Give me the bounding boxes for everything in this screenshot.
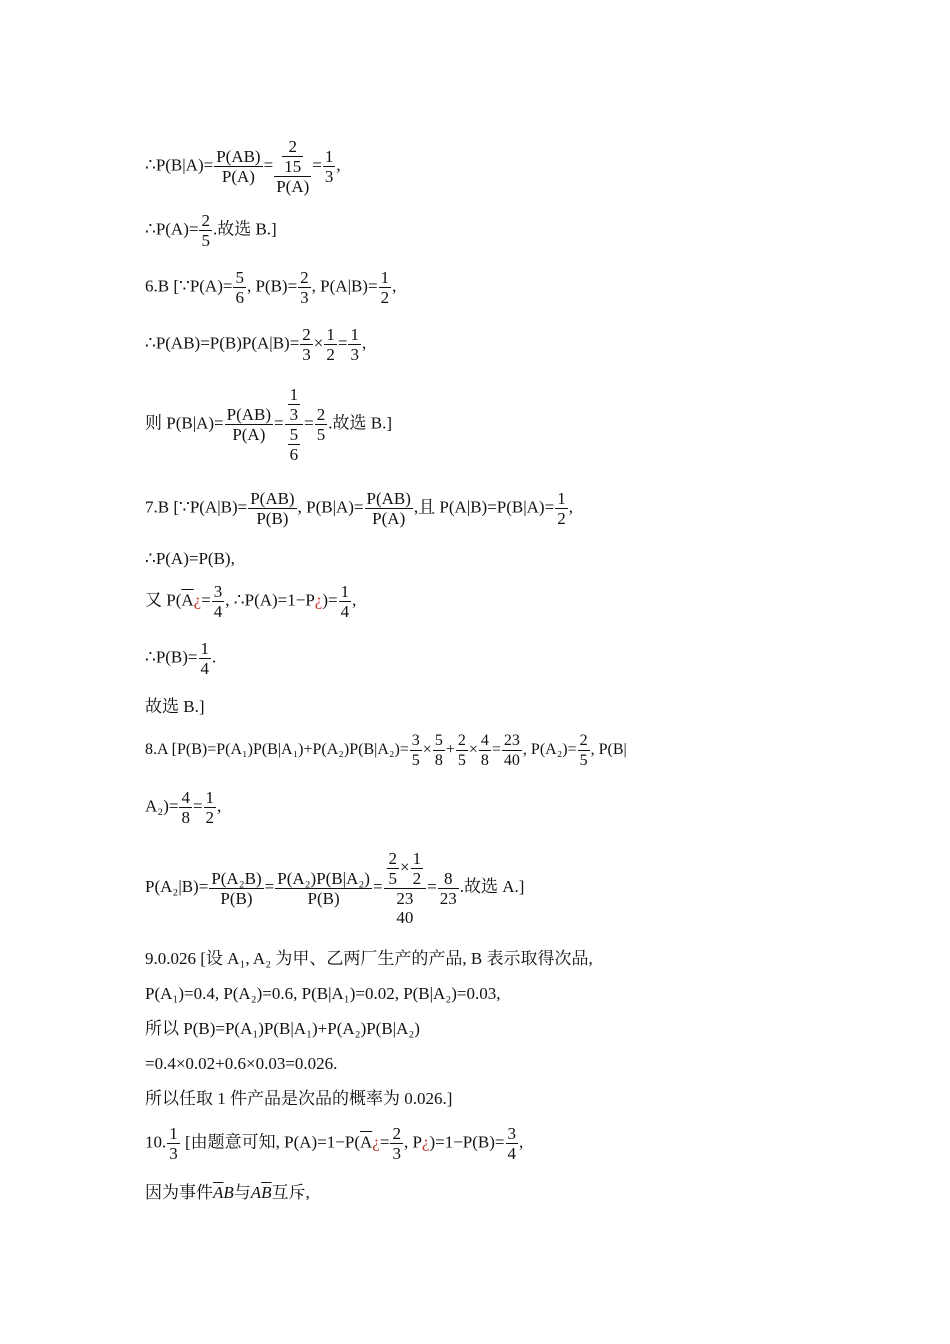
fraction: $\frac{P(AB)}{P(A)}$ [226,405,272,444]
line-6: 7.B [∵P(A|B)= $\frac{P(AB)}{P(B)}$ , P(B|A)= $\frac{P(AB)}{P(A)}$ ,且 P(A|B)=P(B|A)= $\frac{1}{2}$ , [145,489,573,528]
line-18: 所以任取 1 件产品是次品的概率为 0.026.] [145,1089,453,1108]
line-15: P(A₁)=0.4, P(A₂)=0.6, P(B|A₁)=0.02, P(B|A₂)=0.03, [145,984,501,1003]
line-1: ∴P(B|A)= $\frac{P(AB)}{P(A)}$ = $\frac{\frac{2}{15}}{P(A)}$ = $\frac{1}{3}$ , [145,137,341,196]
line-12: A₂)= $\frac{4}{8}$ = $\frac{1}{2}$ , [145,788,222,827]
fraction: $\frac{3}{4}$ [213,582,223,621]
line-10: 故选 B.] [145,697,205,716]
line-20: 因为事件$\overline{A}B$与$A\overline{B}$互斥, [145,1183,310,1202]
fraction: $\frac{1}{2}$ [557,489,566,528]
fraction: $\frac{2}{3}$ [302,325,311,364]
fraction: $\frac{2}{3}$ [300,268,309,307]
line-14: 9.0.026 [设 A₁, A₂ 为甲、乙两厂生产的产品, B 表示取得次品, [145,949,593,968]
text: ∴P(B|A)= [145,155,214,175]
compound-fraction: $\frac{\frac{1}{3}}{\frac{5}{6}}$ [285,385,304,464]
line-2: ∴P(A)= $\frac{2}{5}$ .故选 B.] [145,211,277,250]
fraction: $\frac{1}{4}$ [200,639,210,678]
fraction: $\frac{\text{P(A₂B)}}{P(B)}$ [211,868,262,908]
fraction: $\frac{5}{6}$ [235,268,244,307]
fraction: $\frac{1}{4}$ [340,582,350,621]
answer-fraction: $\frac{1}{3}$ [169,1124,178,1163]
fraction: $\frac{3}{4}$ [507,1124,516,1163]
line-13: P(A₂|B)= $\frac{\text{P(A₂B)}}{P(B)}$ = $\frac{\text{P(A₂)P(B|A₂)}}{P(B)}$ = $\frac{2}{5}$ × $\frac{1}{2}$ 23 40 = $\frac{8}{23}$ .故选 A.] [145,849,525,927]
line-11: 8.A [P(B)=P(A₁)P(B|A₁)+P(A₂)P(B|A₂)= $\frac{3}{5}$ × $\frac{5}{8}$ + $\frac{2}{5}$ × $\frac{4}{8}$ = $\frac{23}{40}$ , P(A₂)= $\frac{2}{5}$ , P(B| [145,732,627,769]
fraction: $\frac{1}{2}$ [380,268,390,307]
fraction: $\frac{2}{3}$ [392,1124,401,1163]
fraction: $\frac{2}{5}$ [579,732,588,769]
fraction: $\frac{P(AB)}{P(A)}$ [216,147,261,186]
line-9: ∴P(B)= $\frac{1}{4}$ . [145,639,217,678]
line-16: 所以 P(B)=P(A₁)P(B|A₁)+P(A₂)P(B|A₂) [145,1019,420,1038]
fraction: $\frac{8}{23}$ [439,868,457,908]
fraction: $\frac{1}{3}$ [350,325,359,364]
fraction: $\frac{3}{5}$ [411,732,420,769]
fraction: $\frac{2}{5}$ [201,211,210,250]
fraction: $\frac{P(AB)}{P(A)}$ [366,489,411,528]
line-5: 则 P(B|A)= $\frac{P(AB)}{P(A)}$ = $\frac{\frac{1}{3}}{\frac{5}{6}}$ = $\frac{2}{5}$ .故选 B.] [145,385,392,464]
fraction: $\frac{1}{2}$ [205,788,215,827]
fraction: $\frac{P(AB)}{P(B)}$ [250,489,295,528]
fraction: $\frac{2}{5}$ [316,405,326,444]
line-17: =0.4×0.02+0.6×0.03=0.026. [145,1054,338,1073]
fraction: $\frac{4}{8}$ [480,732,489,769]
line-3: 6.B [∵P(A)= $\frac{5}{6}$ , P(B)= $\frac{2}{3}$ , P(A|B)= $\frac{1}{2}$ , [145,268,397,307]
line-19: 10. $\frac{1}{3}$ [由题意可知, $P(A)=1-P(\overline{A}¿=$ $\frac{2}{3}$ , P¿)=1−P(B)= $\frac{3}{4}$ , [145,1124,524,1163]
fraction: $\frac{4}{8}$ [181,788,190,827]
fraction: $\frac{1}{2}$ [326,325,335,364]
fraction: $\frac{1}{3}$ [324,147,334,186]
line-7: ∴P(A)=P(B), [145,549,235,568]
fraction: $\frac{\text{P(A₂)P(B|A₂)}}{P(B)}$ [277,868,370,908]
fraction: $\frac{5}{8}$ [434,732,443,769]
fraction: $\frac{2}{5}$ [457,732,466,769]
compound-fraction: $\frac{\frac{2}{15}}{P(A)}$ [276,137,310,196]
line-4: ∴P(AB)=P(B)P(A|B)= $\frac{2}{3}$ × $\frac{1}{2}$ = $\frac{1}{3}$ , [145,325,367,364]
line-8: 又 $P(\overline{A}¿=$ $\frac{3}{4}$ , ∴P(A)=1−P¿)= $\frac{1}{4}$ , [145,582,357,621]
compound-fraction: $\frac{2}{5}$ × $\frac{1}{2}$ 23 40 [384,849,427,927]
fraction: $\frac{23}{40}$ [503,732,520,769]
